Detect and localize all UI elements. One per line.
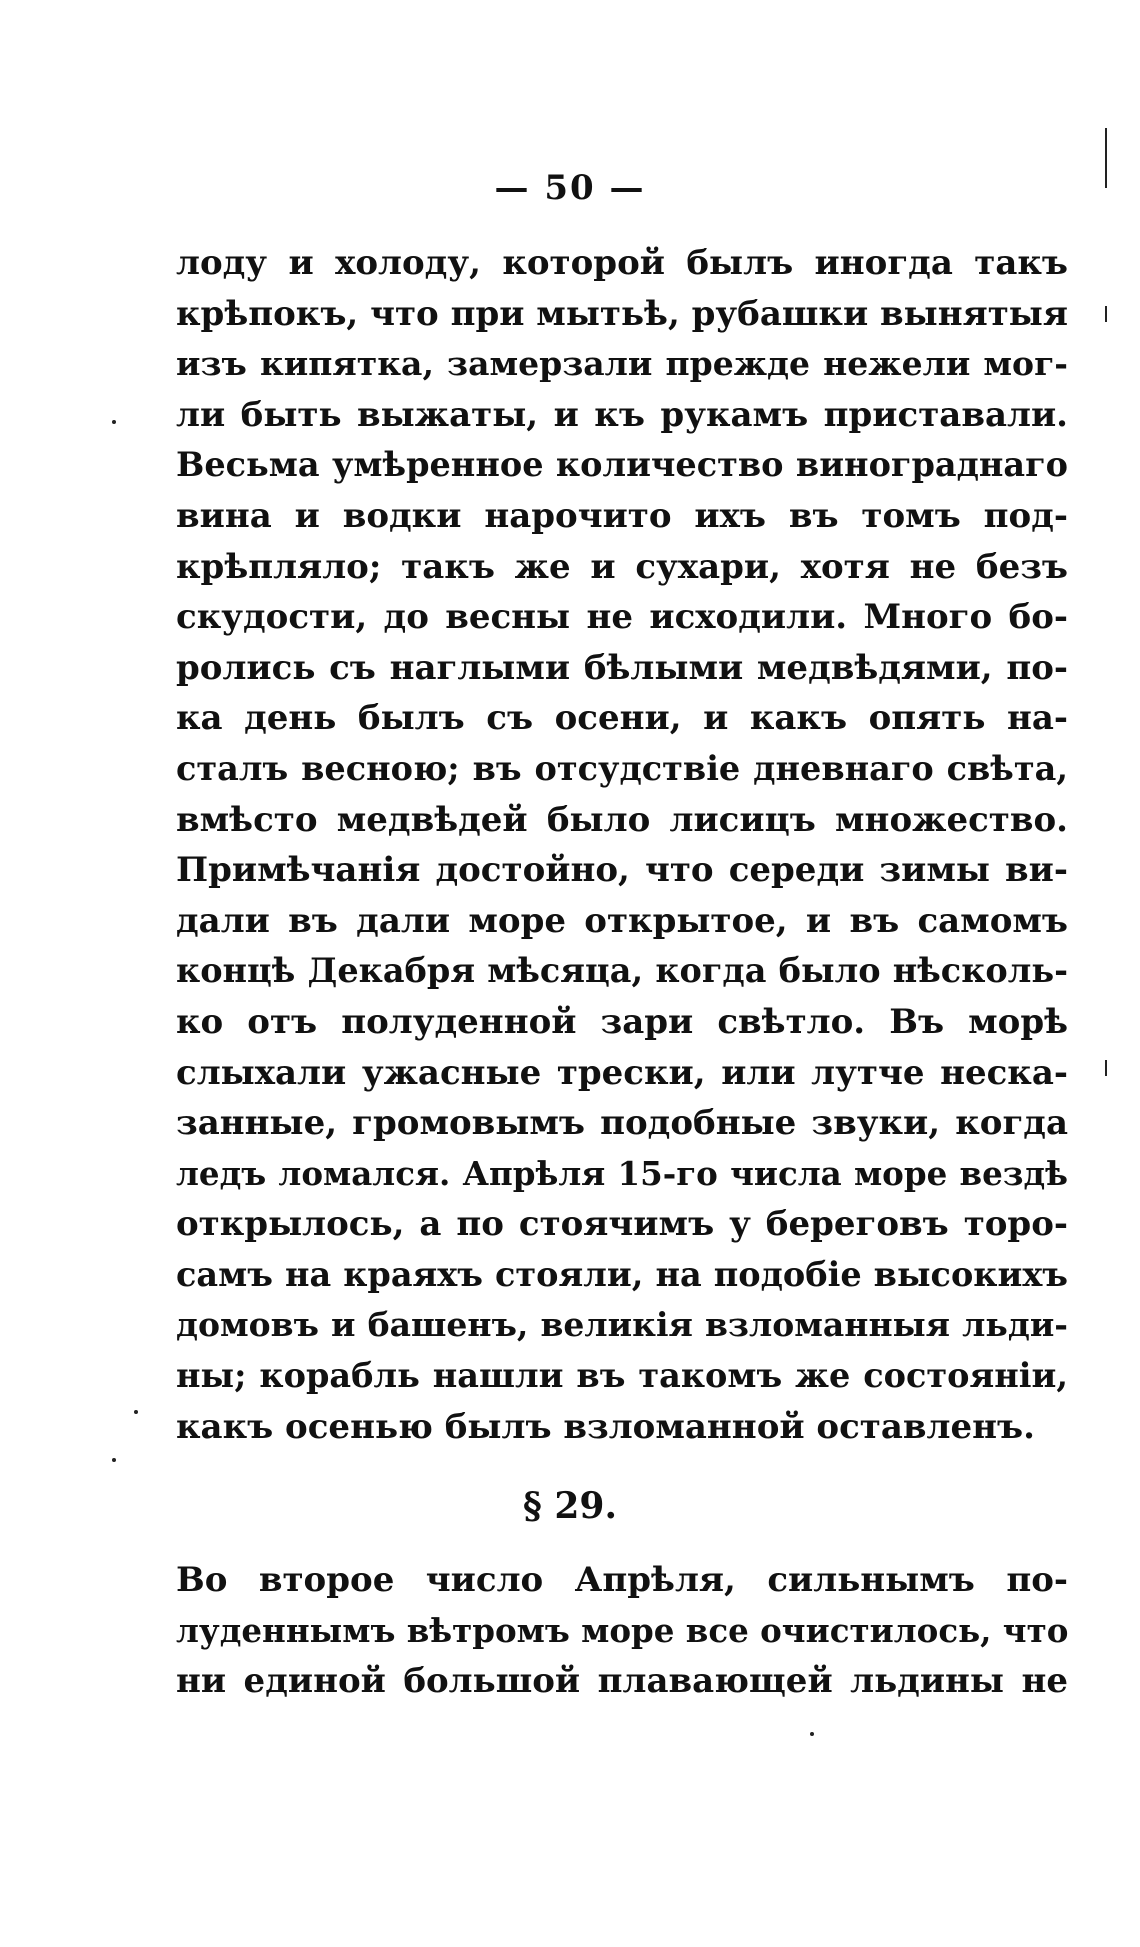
new-paragraph [176,1555,1068,1707]
text-line: ледъ ломался. Апрѣля 15-го числа море вездѣ [176,1153,1068,1193]
section-heading: § 29. [523,1485,617,1527]
text-line: Примѣчанія достойно, что середи зимы ви- [176,850,1068,891]
text-line: ко отъ полуденной зари свѣтло. Въ морѣ [176,1001,1068,1042]
text-line: ни единой большой плавающей льдины не [176,1661,1068,1702]
text-line: ка день былъ съ осени, и какъ опять на- [176,698,1068,739]
text-line: какъ осенью былъ взломанной оставленъ. [176,1406,1035,1447]
text-line: ли быть выжаты, и къ рукамъ приставали. [176,394,1068,435]
text-line: домовъ и башенъ, великія взломанныя льди- [176,1305,1068,1345]
scan-speck [810,1732,814,1736]
scan-mark [1105,306,1107,322]
text-line: луденнымъ вѣтромъ море все очистилось, что [176,1610,1068,1650]
scan-speck [112,420,116,424]
text-line: изъ кипятка, замерзали прежде нежели мог- [176,344,1068,384]
text-line: лоду и холоду, которой былъ иногда такъ [176,243,1068,283]
text-line: ны; корабль нашли въ такомъ же состояніи, [176,1356,1068,1396]
scan-speck [112,1458,116,1462]
text-line: дали въ дали море открытое, и въ самомъ [176,900,1068,941]
text-line: вмѣсто медвѣдей было лисицъ множество. [176,799,1068,840]
scan-mark [1105,1060,1107,1076]
scan-mark [1105,128,1107,188]
text-line: Во второе число Апрѣля, сильнымъ по- [176,1560,1068,1600]
scan-speck [134,1410,138,1414]
text-line: крѣпокъ, что при мытьѣ, рубашки вынятыя [176,293,1068,334]
text-line: крѣпляло; такъ же и сухари, хотя не безъ [176,546,1068,587]
text-line: открылось, а по стоячимъ у береговъ торо- [176,1204,1068,1245]
text-line: ролись съ наглыми бѣлыми медвѣдями, по- [176,647,1068,688]
continued-paragraph [176,238,1068,1452]
text-line: концѣ Декабря мѣсяца, когда было нѣсколь- [176,951,1068,991]
page-number: — 50 — [494,168,646,208]
text-line: сталъ весною; въ отсудствіе дневнаго свѣта, [176,748,1068,788]
text-line: самъ на краяхъ стояли, на подобіе высокихъ [176,1254,1068,1294]
text-line: слыхали ужасные трески, или лутче неска- [176,1052,1068,1093]
text-line: вина и водки нарочито ихъ въ томъ под- [176,495,1068,536]
text-line: занные, громовымъ подобные звуки, когда [176,1103,1068,1144]
text-line: скудости, до весны не исходили. Много бо- [176,597,1068,638]
text-line: Весьма умѣренное количество винограднаго [176,445,1068,485]
